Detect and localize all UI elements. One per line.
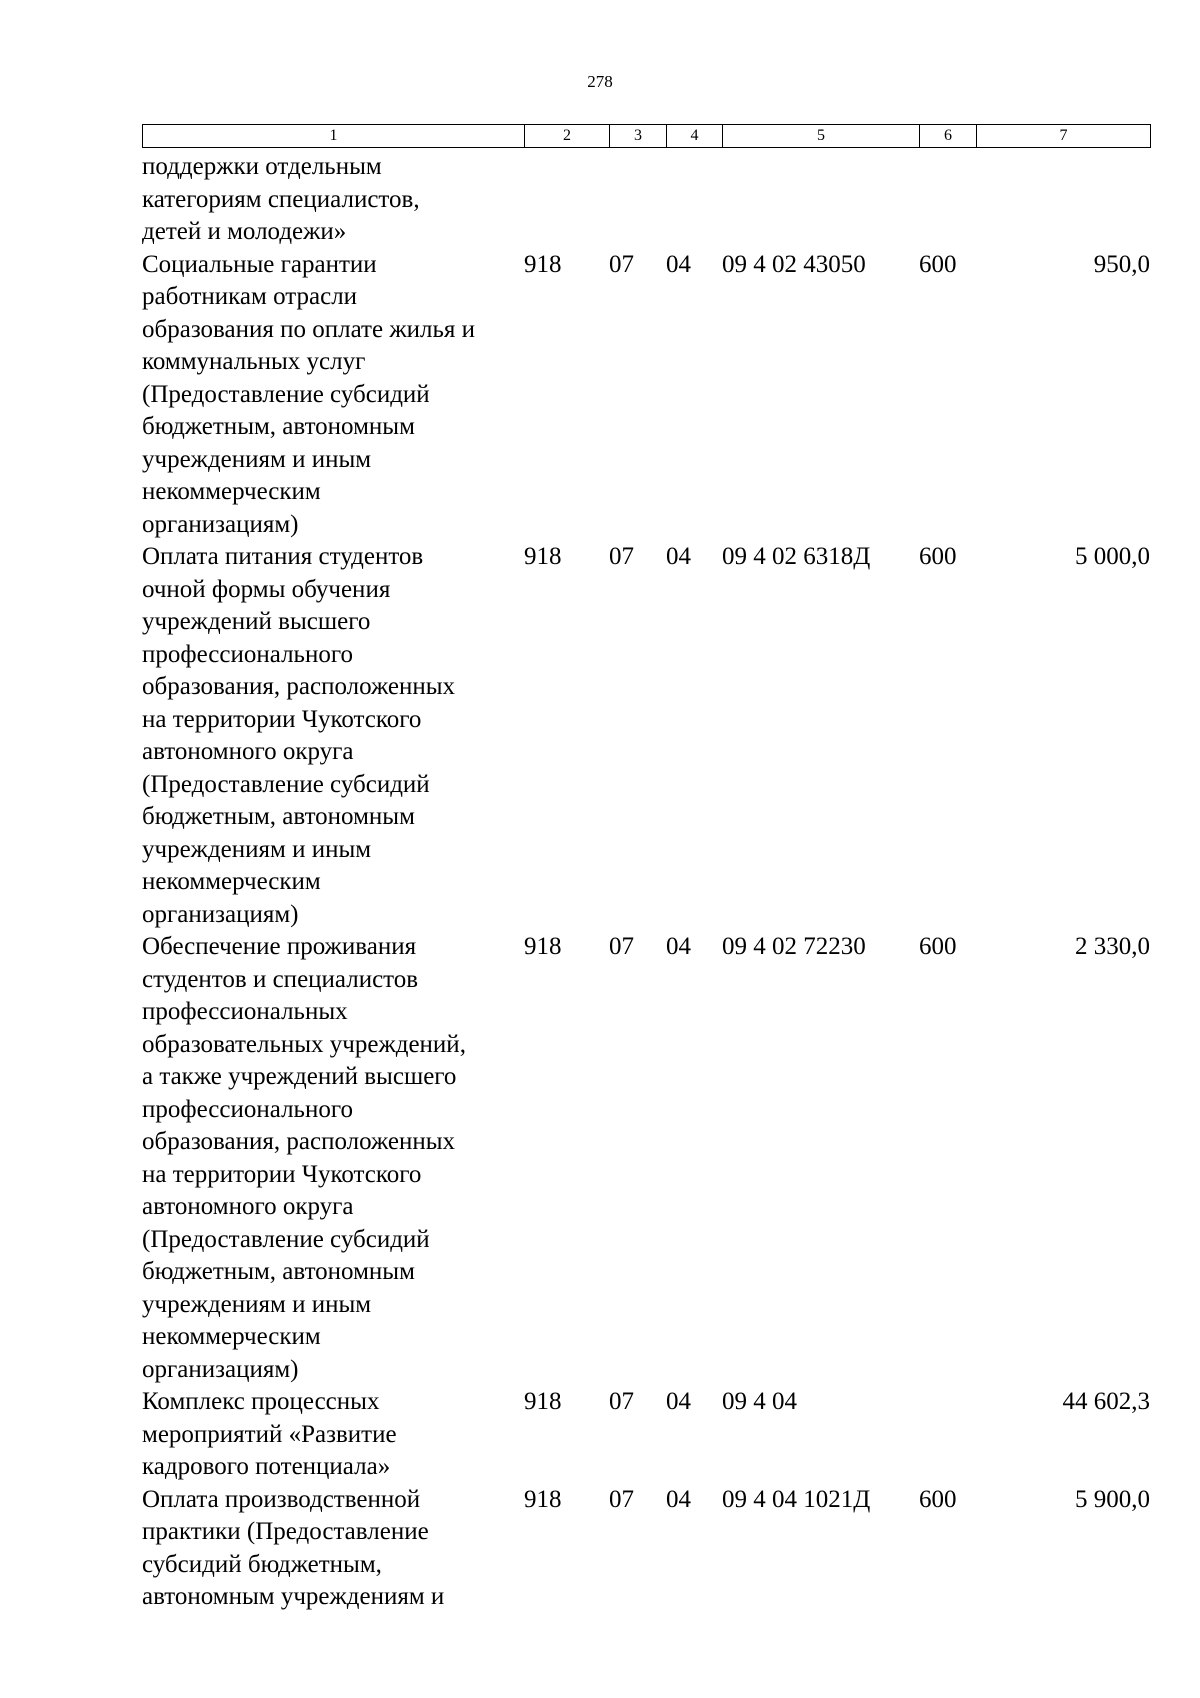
subsection-code: 04 (666, 1485, 691, 1513)
description-line: (Предоставление субсидий (142, 770, 430, 798)
amount-value: 5 000,0 (1075, 543, 1150, 570)
expense-type-code (919, 1386, 976, 1484)
description-line: студентов и специалистов (142, 965, 419, 993)
row-description (142, 249, 524, 542)
description-line: поддержки отдельным (142, 153, 382, 180)
description-line: некоммерческим (142, 868, 321, 895)
ministry-code (524, 151, 609, 249)
header-col-6: 6 (920, 125, 977, 148)
header-col-1: 1 (143, 125, 525, 148)
description-line: бюджетным, автономным (142, 413, 415, 440)
table-row (142, 1484, 1150, 1614)
section-code: 07 (609, 543, 634, 570)
row-description (142, 151, 524, 249)
description-line: профессионального (142, 640, 353, 668)
row-description (142, 1386, 524, 1484)
description-line: кадрового потенциала» (142, 1453, 391, 1480)
expense-type-code: 600 (919, 250, 957, 278)
description-line: автономного округа (142, 1193, 354, 1220)
description-line: образования, расположенных (142, 1128, 456, 1155)
subsection-code: 04 (666, 250, 691, 278)
target-article-code: 09 4 02 43050 (722, 250, 866, 278)
ministry-code: 918 (524, 250, 562, 278)
description-line: организациям) (142, 1355, 299, 1383)
subsection-code: 04 (666, 1388, 691, 1415)
amount-value: 2 330,0 (1075, 933, 1150, 960)
header-row (143, 125, 1151, 148)
description-line: организациям) (142, 900, 299, 928)
expense-type-code: 600 (919, 933, 957, 960)
description-line: (Предоставление субсидий (142, 1225, 430, 1253)
header-col-5: 5 (723, 125, 920, 148)
ministry-code: 918 (524, 1388, 562, 1415)
table-row (142, 151, 1150, 249)
description-line: Оплата питания студентов (142, 543, 424, 570)
description-line: бюджетным, автономным (142, 803, 415, 830)
description-line: Обеспечение проживания (142, 933, 417, 960)
subsection-code: 04 (666, 933, 691, 960)
section-code: 07 (609, 1485, 634, 1513)
subsection-code (666, 151, 722, 249)
amount-value (976, 151, 1150, 249)
target-article-code: 09 4 02 6318Д (722, 543, 871, 570)
amount-value: 950,0 (1093, 250, 1150, 278)
ministry-code: 918 (524, 933, 562, 960)
description-line: а также учреждений высшего (142, 1063, 457, 1090)
description-line: категориям специалистов, (142, 185, 420, 213)
table-row (142, 249, 1150, 542)
description-line: автономного округа (142, 738, 354, 765)
description-line: Комплекс процессных (142, 1388, 380, 1415)
page-number: 278 (587, 72, 613, 91)
description-line: на территории Чукотского (142, 1160, 422, 1188)
subsection-code: 04 (666, 543, 691, 570)
description-line: автономным учреждениям и (142, 1583, 445, 1610)
section-code: 07 (609, 933, 634, 960)
description-line: очной формы обучения (142, 575, 391, 603)
description-line: на территории Чукотского (142, 705, 422, 733)
amount-value: 5 900,0 (1075, 1485, 1150, 1513)
description-line: работникам отрасли (142, 283, 358, 310)
table-row (142, 931, 1150, 1386)
description-line: Социальные гарантии (142, 250, 377, 278)
target-article-code: 09 4 04 (722, 1388, 797, 1415)
description-line: профессионального (142, 1095, 353, 1123)
description-line: (Предоставление субсидий (142, 380, 430, 408)
ministry-code: 918 (524, 1485, 562, 1513)
description-line: учреждениям и иным (142, 1290, 372, 1318)
description-line: образования по оплате жилья и (142, 315, 475, 343)
description-line: образовательных учреждений, (142, 1030, 466, 1058)
description-line: учреждениям и иным (142, 835, 372, 863)
header-col-4: 4 (667, 125, 723, 148)
header-col-7: 7 (977, 125, 1151, 148)
description-line: коммунальных услуг (142, 348, 366, 375)
budget-table (142, 151, 1150, 1614)
target-article-code: 09 4 02 72230 (722, 933, 866, 960)
column-number-header (142, 124, 1151, 148)
expense-type-code (919, 151, 976, 249)
description-line: детей и молодежи» (142, 218, 347, 245)
description-line: учреждениям и иным (142, 445, 372, 473)
section-code (609, 151, 666, 249)
target-article-code: 09 4 04 1021Д (722, 1485, 871, 1513)
section-code: 07 (609, 250, 634, 278)
description-line: бюджетным, автономным (142, 1258, 415, 1285)
table-row (142, 541, 1150, 931)
row-description (142, 1484, 524, 1614)
section-code: 07 (609, 1388, 634, 1415)
description-line: Оплата производственной (142, 1485, 421, 1513)
expense-type-code: 600 (919, 1485, 957, 1513)
description-line: образования, расположенных (142, 673, 456, 700)
header-col-3: 3 (610, 125, 667, 148)
expense-type-code: 600 (919, 543, 957, 570)
description-line: профессиональных (142, 998, 348, 1025)
description-line: учреждений высшего (142, 608, 371, 635)
description-line: некоммерческим (142, 1323, 321, 1350)
description-line: некоммерческим (142, 478, 321, 505)
amount-value: 44 602,3 (1062, 1388, 1150, 1415)
description-line: мероприятий «Развитие (142, 1420, 397, 1448)
description-line: практики (Предоставление (142, 1518, 429, 1545)
table-row (142, 1386, 1150, 1484)
header-col-2: 2 (525, 125, 610, 148)
description-line: организациям) (142, 510, 299, 538)
description-line: субсидий бюджетным, (142, 1550, 382, 1578)
row-description (142, 931, 524, 1386)
ministry-code: 918 (524, 543, 562, 570)
row-description (142, 541, 524, 931)
target-article-code (722, 151, 919, 249)
